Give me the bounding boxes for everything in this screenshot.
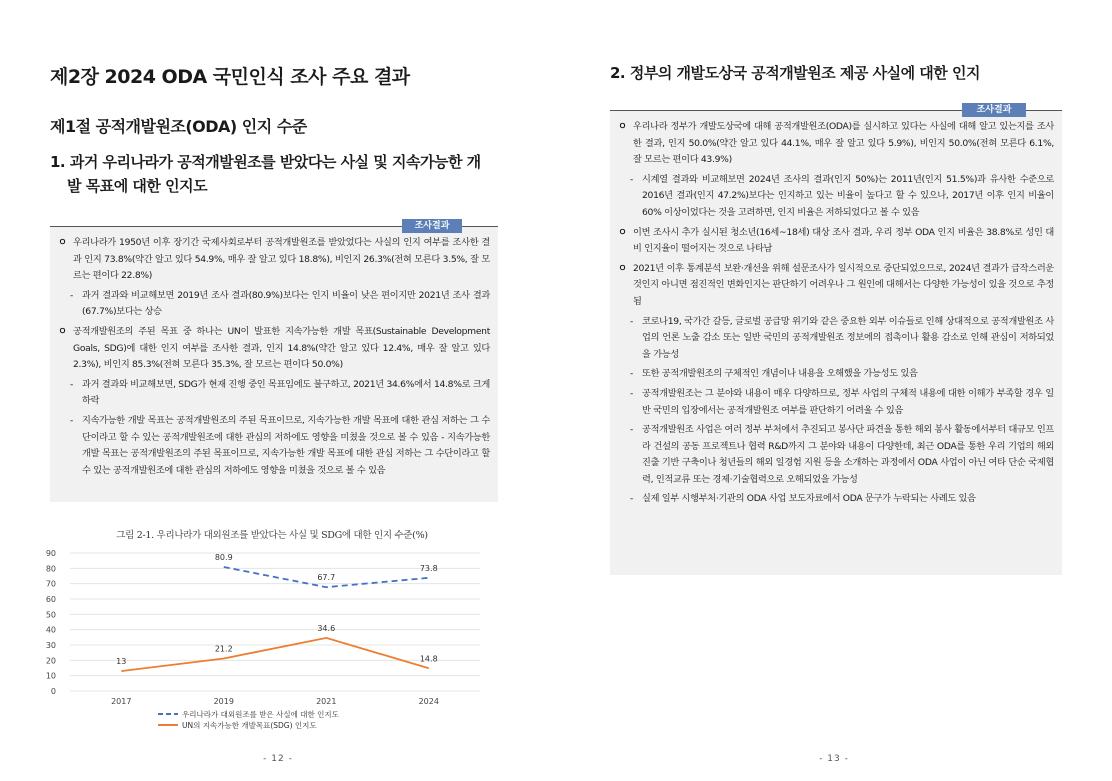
dash-mark: -	[630, 368, 634, 380]
result-dash	[618, 366, 1054, 383]
dash-mark: -	[70, 378, 74, 390]
data-label: 67.7	[317, 573, 336, 583]
result-text: 코로나19, 국가간 갈등, 글로벌 공급망 위기와 같은 중요한 외부 이슈들로 인해 상대적으로 공적개발원조 사업의 언론 노출 감소 또는 일반 국민의 공적개발원조 정보에의 접촉이나 활용 감소로 인해 관심이 저하되었을 가능성	[642, 315, 1054, 360]
y-tick-label: 30	[45, 641, 56, 650]
y-tick-label: 0	[50, 687, 56, 696]
result-bullet	[58, 235, 490, 285]
result-text: 과거 결과와 비교해보면, SDG가 현재 진행 중인 목표임에도 불구하고, 2021년 34.6%에서 14.8%로 크게 하락	[82, 378, 490, 407]
section-title: 제1절 공적개발원조(ODA) 인지 수준	[50, 117, 307, 136]
y-tick-label: 70	[45, 579, 56, 589]
result-text: 우리나라 정부가 개발도상국에 대해 공적개발원조(ODA)를 실시하고 있다는 사실에 대해 알고 있는지를 조사한 결과, 인지 50.0%(약간 알고 있다 44.1%, 매우 잘 알고 있다 5.9%), 비인지 50.0%(전혀 모른다 6.1%, 잘 모르는 편이다 43.9%)	[633, 121, 1054, 166]
result-dash	[618, 172, 1054, 222]
result-dash	[618, 386, 1054, 419]
data-label: 73.8	[419, 563, 438, 573]
legend-label: UN의 지속가능한 개발목표(SDG) 인지도	[182, 721, 317, 730]
y-tick-label: 40	[45, 625, 56, 635]
legend-label: 우리나라가 대외원조를 받은 사실에 대한 인지도	[182, 710, 339, 719]
section-sub-title: 2. 정부의 개발도상국 공적개발원조 제공 사실에 대한 인지	[610, 64, 980, 82]
dash-mark: -	[70, 289, 74, 301]
dash-mark: -	[630, 387, 634, 399]
survey-result-tag: 조사결과	[402, 219, 462, 233]
result-dash	[618, 314, 1054, 364]
right-page	[556, 0, 1112, 781]
dash-mark: -	[630, 315, 634, 327]
sub-title-line2: 발 목표에 대한 인지도	[67, 177, 208, 195]
y-tick-label: 20	[45, 656, 56, 666]
result-text: 공적개발원조 사업은 여러 정부 부처에서 추진되고 봉사단 파견을 통한 해외 봉사 활동에서부터 대규모 인프라 건설의 공동 프로젝트나 협력 R&D까지 그 분야와 내용이 다양한데, 최근 ODA를 통한 우리 기업의 해외 진출 기반 구축이나 청년들의 해외 일경험 지원 등을 소개하는 과정에서 ODA 사업이 아닌 여타 단순 국제협력, 인적교류 또는 경제·기술협력으로 오해되었을 가능성	[642, 424, 1054, 485]
result-bullet	[618, 119, 1054, 169]
result-text: 우리나라가 1950년 이후 장기간 국제사회로부터 공적개발원조를 받았었다는 사실의 인지 여부를 조사한 결과 인지 73.8%(약간 알고 있다 54.9%, 매우 잘 알고 있다 18.8%), 비인지 26.3%(전혀 모른다 3.5%, 잘 모르는 편이다 22.8%)	[73, 237, 490, 282]
bullet-mark: ㅇ	[618, 262, 627, 274]
result-text: 또한 공적개발원조의 구체적인 개념이나 내용을 오해했을 가능성도 있음	[642, 368, 918, 380]
result-text: 공적개발원조의 주된 목표 중 하나는 UN이 발표한 지속가능한 개발 목표(Sustainable Development Goals, SDG)에 대한 인지 여부를 조사한 결과, 인지 14.8%(약간 알고 있다 12.4%, 매우 잘 알고 있다 2.3%), 비인지 85.3%(전혀 모른다 35.3%, 잘 모르는 편이다 50.0%)	[73, 325, 490, 371]
result-text: 이번 조사시 추가 실시된 청소년(16세~18세) 대상 조사 결과, 우리 정부 ODA 인지 비율은 38.8%로 성인 대비 인지율이 떨어지는 것으로 나타남	[633, 226, 1054, 255]
survey-result-tag: 조사결과	[962, 103, 1026, 117]
result-text: 공적개발원조는 그 분야와 내용이 매우 다양하므로, 정부 사업의 구체적 내용에 대한 이해가 부족할 경우 일반 국민의 입장에서는 공적개발원조 여부를 판단하기 어려울 수 있음	[642, 387, 1054, 416]
y-tick-label: 10	[45, 671, 56, 681]
bullet-mark: ㅇ	[58, 325, 67, 337]
x-tick-label: 2017	[111, 697, 132, 706]
dash-mark: -	[70, 414, 74, 426]
result-dash	[618, 491, 1054, 508]
data-label: 14.8	[419, 654, 438, 664]
chapter-title: 제2장 2024 ODA 국민인식 조사 주요 결과	[50, 66, 410, 88]
result-text: 실제 일부 시행부처·기관의 ODA 사업 보도자료에서 ODA 문구가 누락되는 사례도 있음	[642, 493, 976, 505]
survey-result-box	[50, 221, 498, 502]
result-dash	[58, 377, 490, 410]
result-text: 시계열 결과와 비교해보면 2024년 조사의 결과(인지 50%)는 2011년(인지 51.5%)과 유사한 수준으로 2016년 결과(인지 47.2%)보다는 인지하고 있는 비율이 높다고 할 수 있으나, 2017년 이후 인지 비율이 60% 이상이었다는 것을 고려하면, 인지 비율은 저하되었다고 볼 수 있음	[642, 173, 1054, 218]
dash-mark: -	[630, 424, 634, 436]
series-line-2	[121, 638, 429, 671]
y-tick-label: 80	[45, 564, 56, 574]
figure-caption: 그림 2-1. 우리나라가 대외원조를 받았다는 사실 및 SDG에 대한 인지 수준(%)	[116, 530, 428, 541]
dash-mark: -	[630, 173, 634, 185]
x-tick-label: 2019	[213, 697, 234, 706]
data-label: 34.6	[317, 623, 336, 633]
bullet-mark: ㅇ	[618, 226, 627, 238]
result-bullet	[58, 324, 490, 374]
sub-title-line1: 1. 과거 우리나라가 공적개발원조를 받았다는 사실 및 지속가능한 개	[50, 153, 481, 171]
result-text: 지속가능한 개발 목표는 공적개발원조의 주된 목표이므로, 지속가능한 개발 목표에 대한 관심 저하는 그 수단이라고 할 수 있는 공적개발원조에 대한 관심의 저하에도 영향을 미쳤을 것으로 볼 수 있음 - 지속가능한 개발 목표는 공적개발원조의 주된 목표이므로, 지속가능한 개발 목표에 대한 관심 저하는 그 수단이라고 할 수 있는 공적개발원조에 대한 관심의 저하에도 영향을 미쳤을 것으로 볼 수 있음	[82, 414, 490, 476]
result-dash	[618, 422, 1054, 488]
data-label: 13	[116, 657, 127, 667]
result-text: 과거 결과와 비교해보면 2019년 조사 결과(80.9%)보다는 인지 비율이 낮은 편이지만 2021년 조사 결과(67.7%)보다는 상승	[82, 289, 490, 318]
bullet-mark: ㅇ	[618, 121, 627, 132]
y-tick-label: 90	[45, 549, 56, 558]
result-text: 2021년 이후 통계분석 보완·개선을 위해 설문조사가 일시적으로 중단되었으므로, 2024년 결과가 급작스러운 것인지 아니면 점진적인 변화인지는 판단하기 어려우나 그 원인에 대해서는 다양한 가능성이 있을 것으로 추정됨	[633, 262, 1054, 307]
dash-mark: -	[630, 493, 634, 505]
x-tick-label: 2024	[418, 697, 439, 706]
x-tick-label: 2021	[316, 697, 337, 706]
sub-title	[50, 150, 510, 198]
y-tick-label: 50	[45, 610, 56, 620]
bullet-mark: ㅇ	[58, 237, 67, 248]
data-label: 21.2	[214, 644, 233, 654]
result-dash	[58, 288, 490, 321]
data-label: 80.9	[214, 552, 233, 562]
survey-result-box	[610, 105, 1062, 575]
result-bullet	[618, 225, 1054, 258]
y-tick-label: 60	[45, 595, 56, 604]
result-bullet	[618, 261, 1054, 311]
result-dash	[58, 413, 490, 479]
page-number: - 13 -	[819, 754, 849, 764]
line-chart	[40, 543, 500, 733]
page-number: - 12 -	[263, 754, 293, 764]
